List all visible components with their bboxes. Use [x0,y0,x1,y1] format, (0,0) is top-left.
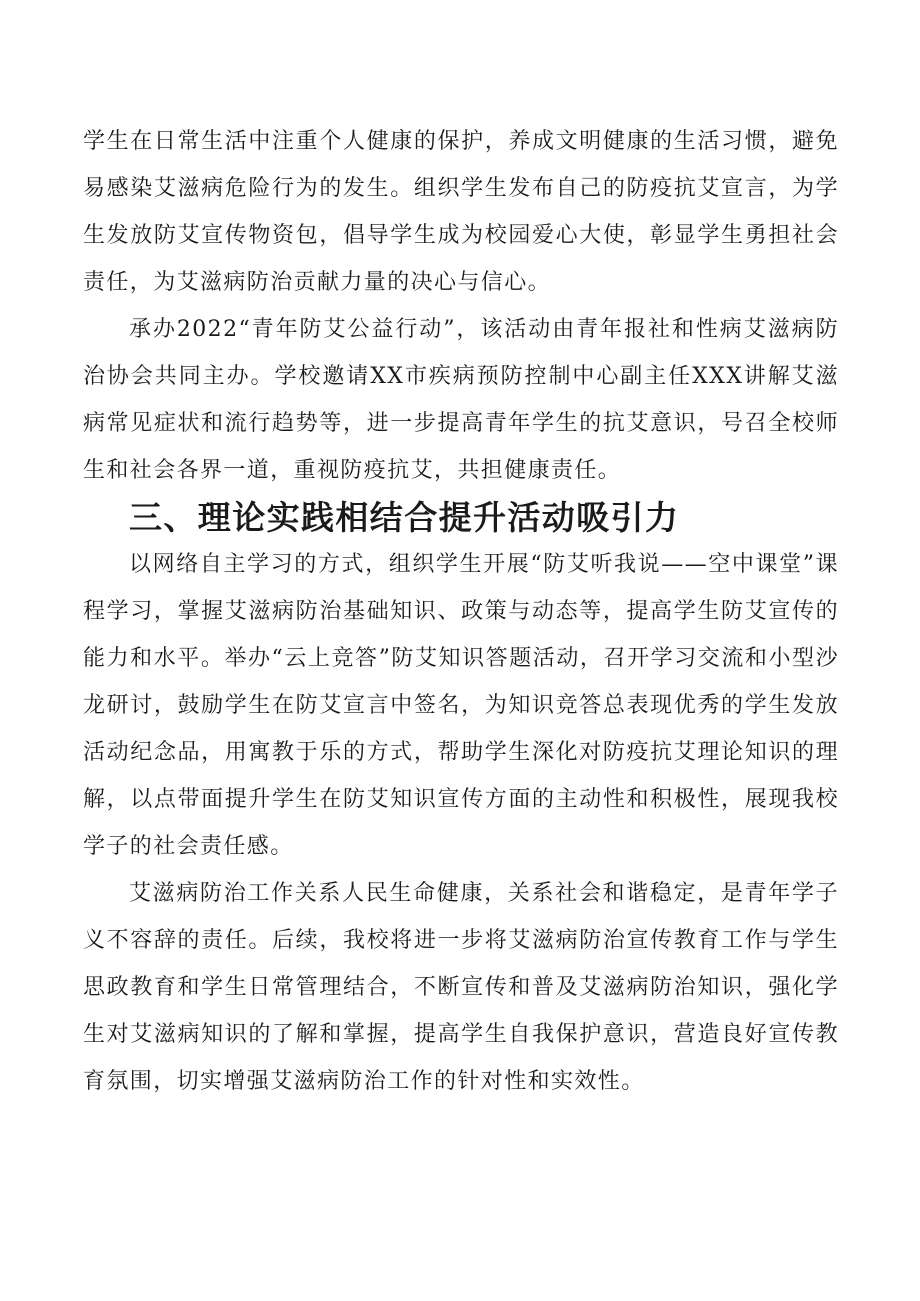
document-body [83,118,839,1105]
paragraph-continuation: 学生在日常生活中注重个人健康的保护，养成文明健康的生活习惯，避免易感染艾滋病危险行为的发生。组织学生发布自己的防疫抗艾宣言，为学生发放防艾宣传物资包，倡导学生成为校园爱心大使，彰显学生勇担社会责任，为艾滋病防治贡献力量的决心与信心。 [83,129,839,295]
section-heading-three: 三、理论实践相结合提升活动吸引力 [129,498,680,537]
paragraph-youth-aids-action: 承办2022“青年防艾公益行动”，该活动由青年报社和性病艾滋病防治协会共同主办。学校邀请XX市疾病预防控制中心副主任XXX讲解艾滋病常见症状和流行趋势等，进一步提高青年学生的抗艾意识，号召全校师生和社会各界一道，重视防疫抗艾，共担健康责任。 [83,317,839,483]
paragraph-conclusion: 艾滋病防治工作关系人民生命健康，关系社会和谐稳定，是青年学子义不容辞的责任。后续，我校将进一步将艾滋病防治宣传教育工作与学生思政教育和学生日常管理结合，不断宣传和普及艾滋病防治知识，强化学生对艾滋病知识的了解和掌握，提高学生自我保护意识，营造良好宣传教育氛围，切实增强艾滋病防治工作的针对性和实效性。 [83,881,839,1094]
paragraph-online-learning: 以网络自主学习的方式，组织学生开展“防艾听我说——空中课堂”课程学习，掌握艾滋病防治基础知识、政策与动态等，提高学生防艾宣传的能力和水平。举办“云上竞答”防艾知识答题活动，召开学习交流和小型沙龙研讨，鼓励学生在防艾宣言中签名，为知识竞答总表现优秀的学生发放活动纪念品，用寓教于乐的方式，帮助学生深化对防疫抗艾理论知识的理解，以点带面提升学生在防艾知识宣传方面的主动性和积极性，展现我校学子的社会责任感。 [83,552,839,859]
